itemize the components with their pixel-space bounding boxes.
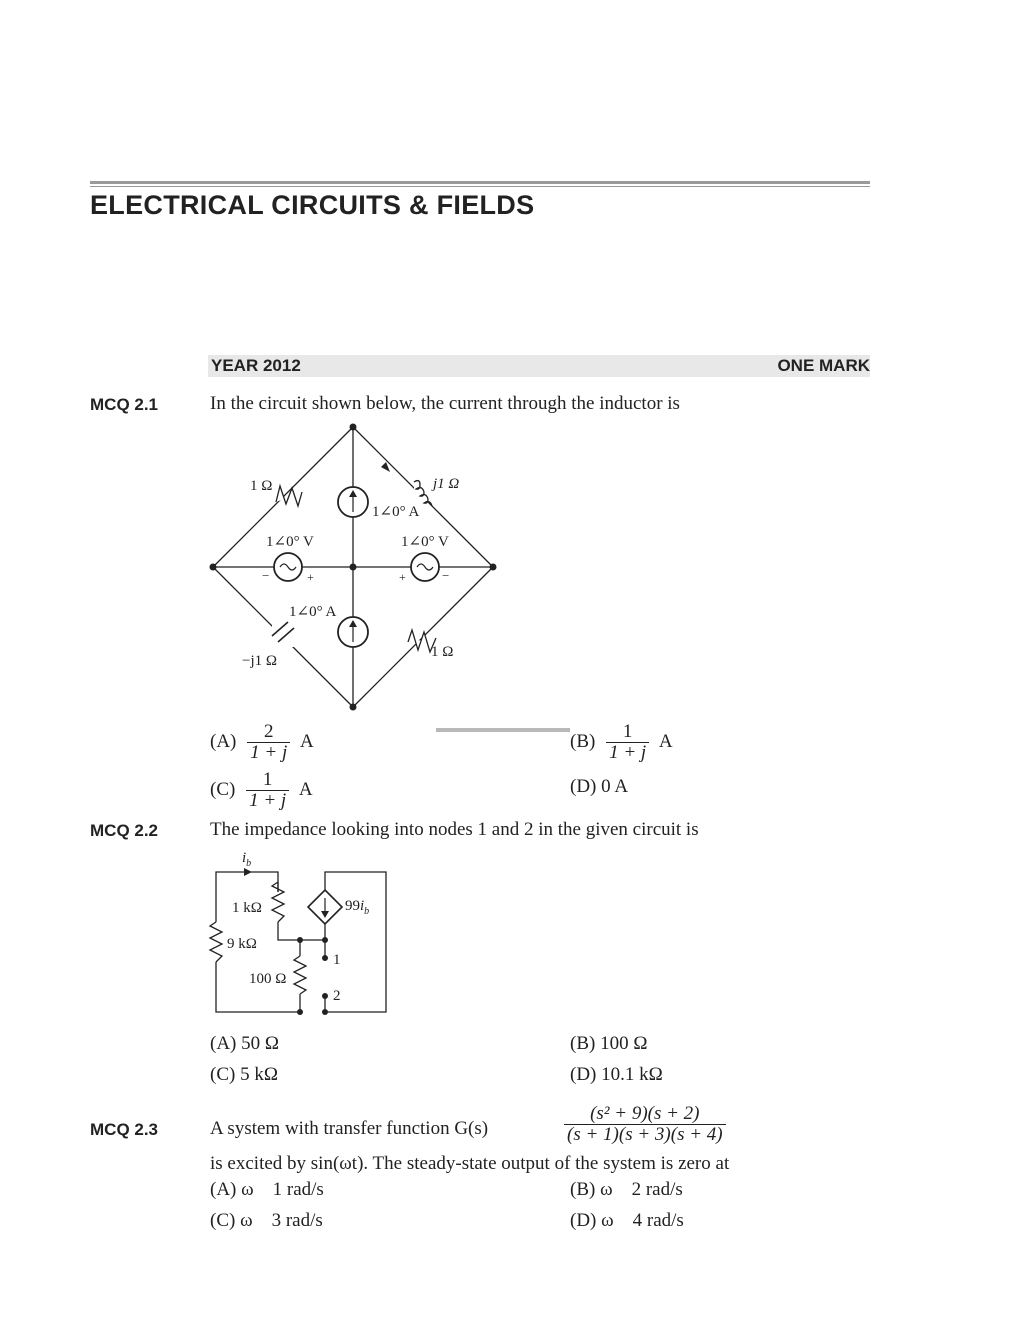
option-1a-fraction [247,722,290,763]
option-1c-den: 1 + j [246,790,289,811]
option-1d-label: (D) [570,776,597,797]
option-1d-text: 0 A [601,776,629,797]
question-label-1: MCQ 2.1 [90,395,159,414]
question-label-2: MCQ 2.2 [90,821,159,840]
label-r1: 1 kΩ [232,900,262,916]
question-text-1: In the circuit shown below, the current through the inductor is [210,393,680,414]
label-v-right: 1∠0° V [401,534,449,550]
label-dep: $99i_b$ [345,898,370,917]
label-i-top: 1∠0° A [372,504,420,520]
tf-numerator: (s² + 9)(s + 2) [590,1103,700,1124]
option-1b-unit: A [658,730,673,752]
gray-separator [436,728,570,732]
question-label-3: MCQ 2.3 [90,1120,159,1139]
label-plus-left: + [307,570,314,584]
tf-denominator: (s + 1)(s + 3)(s + 4) [564,1124,726,1145]
option-1b-num: 1 [622,721,633,742]
option-1a-den: 1 + j [247,742,290,763]
label-i-bottom: 1∠0° A [289,604,337,620]
transfer-fraction [564,1104,726,1145]
label-r-top: 1 Ω [250,478,273,494]
option-3c[interactable]: (C) ω 3 rad/s [210,1210,323,1231]
option-1d[interactable] [570,776,628,798]
question-text-3b: is excited by sin(ωt). The steady-state output of the system is zero at [210,1153,730,1174]
marks-label: ONE MARK [777,356,870,375]
circuit-diagram-1 [200,420,510,720]
label-r9: 9 kΩ [227,936,257,952]
option-1b-label: (B) [570,730,596,752]
option-1c[interactable] [210,770,313,811]
option-2c[interactable]: (C) 5 kΩ [210,1064,278,1085]
option-1b[interactable] [570,722,673,763]
label-r100: 100 Ω [249,971,287,987]
year-label: YEAR 2012 [211,356,301,375]
label-c-bottom: −j1 Ω [242,653,278,669]
option-1b-fraction [606,722,649,763]
option-1c-unit: A [298,778,313,800]
year-bar [208,355,870,377]
label-v-left: 1∠0° V [266,534,314,550]
label-minus-right: − [442,568,450,583]
question-text-2: The impedance looking into nodes 1 and 2 in the given circuit is [210,819,699,840]
option-1a-unit: A [299,730,314,752]
option-3b[interactable]: (B) ω 2 rad/s [570,1179,683,1200]
label-minus-left: − [262,568,270,583]
label-node2: 2 [333,988,341,1004]
question-text-3: A system with transfer function G(s) [210,1118,489,1139]
option-1a-num: 2 [263,721,274,742]
option-1a[interactable] [210,722,314,763]
option-1c-num: 1 [262,769,273,790]
option-1b-den: 1 + j [606,742,649,763]
label-l-top: j1 Ω [433,476,460,492]
option-3a[interactable]: (A) ω 1 rad/s [210,1179,324,1200]
option-1c-label: (C) [210,778,236,800]
label-plus-right: + [399,570,406,584]
label-r-bottom: 1 Ω [431,644,454,660]
header-rule-thick [90,181,870,184]
label-node1: 1 [333,952,341,968]
option-2d[interactable]: (D) 10.1 kΩ [570,1064,663,1085]
option-2a[interactable]: (A) 50 Ω [210,1033,279,1054]
chapter-title: ELECTRICAL CIRCUITS & FIELDS [90,190,535,220]
circuit-diagram-2 [200,842,400,1022]
label-ib: $i_b$ [242,850,252,869]
option-1a-label: (A) [210,730,237,752]
option-1c-fraction [246,770,289,811]
transfer-function [558,1104,732,1145]
option-3d[interactable]: (D) ω 4 rad/s [570,1210,684,1231]
header-rule-thin [90,186,870,187]
option-2b[interactable]: (B) 100 Ω [570,1033,648,1054]
